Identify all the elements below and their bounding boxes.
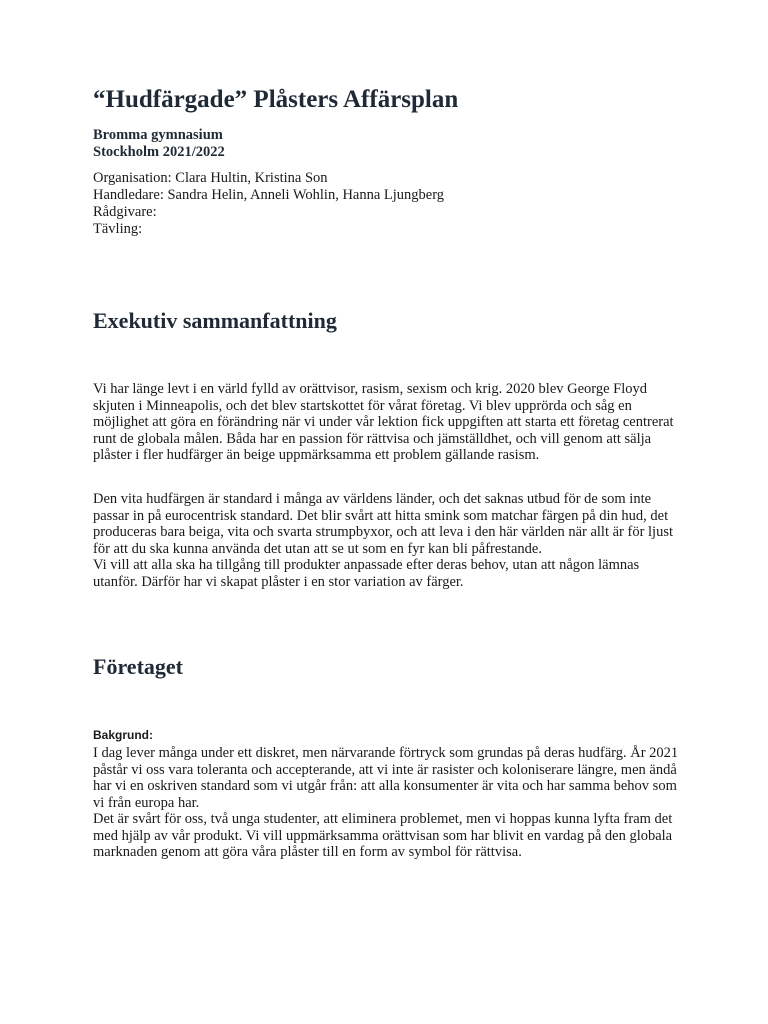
text-line: passar in på eurocentrisk standard. Det blir svårt att hitta smink som matchar färgen på din hud, det [93,507,669,524]
text-line: runt de globala målen. Båda har en passion för rättvisa och jämställdhet, och vill genom att sälja [93,430,652,447]
competition-line: Tävling: [93,221,143,237]
meta-block [93,170,444,238]
text-line: marknaden genom att göra våra plåster till en form av symbol för rättvisa. [93,844,522,860]
text-line: för att du ska kunna använda det utan att se ut som en fyr kan bli påfrestande. [93,540,542,557]
text-line: Vi har länge levt i en värld fylld av orättvisor, rasism, sexism och krig. 2020 blev George Floyd [93,381,648,397]
school-location: Stockholm 2021/2022 [93,144,225,160]
company-heading: Företaget [93,654,183,679]
text-line: möjlighet att göra en förändring när vi under vår lektion fick uppgiften att starta ett företag centrerat [93,414,674,430]
text-line: utanför. Därför har vi skapat plåster i en stor variation av färger. [93,573,464,590]
background-label: Bakgrund: [93,728,153,742]
text-line: med hjälp av vår produkt. Vi vill uppmärksamma orättvisan som har blivit en vardag på den globala [93,827,673,844]
advisor-line: Rådgivare: [93,204,157,220]
organisation-line: Organisation: Clara Hultin, Kristina Son [93,170,328,186]
text-line: Vi vill att alla ska ha tillgång till produkter anpassade efter deras behov, utan att någon lämnas [93,557,640,573]
background-paragraph [93,745,678,861]
supervisors-line: Handledare: Sandra Helin, Anneli Wohlin, Hanna Ljungberg [93,187,445,203]
summary-paragraph-2 [93,491,678,590]
text-line: Den vita hudfärgen är standard i många av världens länder, och det saknas utbud för de som inte [93,491,652,507]
text-line: produceras bara beiga, vita och svarta strumpbyxor, och att leva i den här världen när allt är för ljust [93,524,674,540]
text-line: plåster i fler hudfärger än beige uppmärksamma ett problem gällande rasism. [93,447,540,463]
text-line: skjuten i Minneapolis, och det blev startskottet för vårat företag. Vi blev upprörda och såg en [93,397,632,414]
text-line: Det är svårt för oss, två unga studenter, att eliminera problemet, men vi hoppas kunna lyfta fram det [93,811,673,827]
text-line: I dag lever många under ett diskret, men närvarande förtryck som grundas på deras hudfärg. År 2021 [93,745,679,761]
document-title: “Hudfärgade” Plåsters Affärsplan [93,86,459,113]
school-block [93,127,225,161]
school-name: Bromma gymnasium [93,127,223,143]
summary-heading: Exekutiv sammanfattning [93,308,337,333]
text-line: har vi en oskriven standard som vi utgår från: att alla konsumenter är vita och har samma behov som [93,778,677,794]
summary-paragraph-1 [93,381,678,464]
text-line: vi från europa har. [93,794,200,811]
text-line: påstår vi oss vara toleranta och accepterande, att vi inte är rasister och koloniserare längre, men ändå [93,761,677,778]
